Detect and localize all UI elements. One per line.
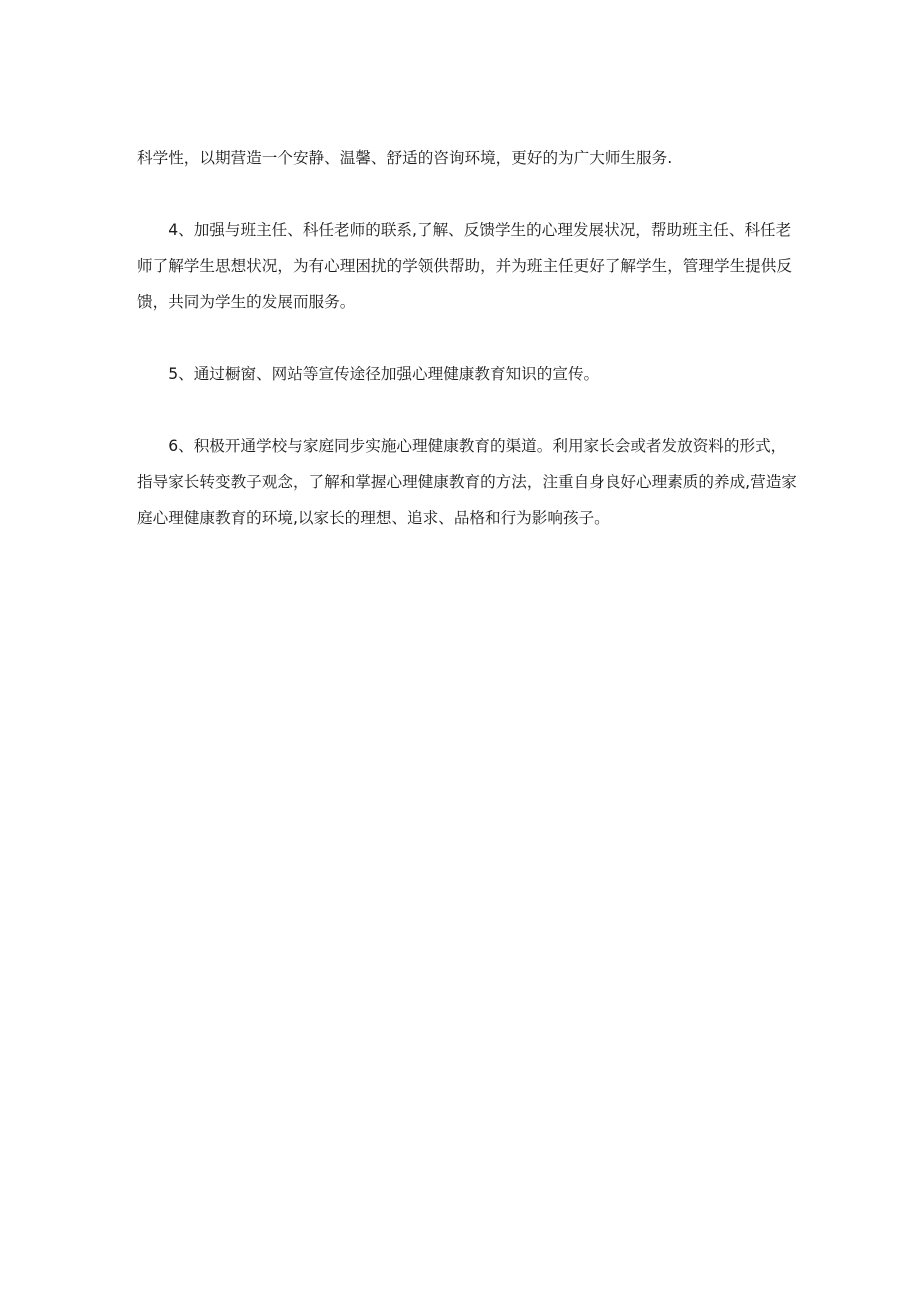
- document-body: [137, 140, 797, 536]
- paragraph-item-6: 6、积极开通学校与家庭同步实施心理健康教育的渠道。利用家长会或者发放资料的形式，指导家长转变教子观念，了解和掌握心理健康教育的方法，注重自身良好心理素质的养成,营造家庭心理健康教育的环境,以家长的理想、追求、品格和行为影响孩子。: [137, 437, 797, 527]
- paragraph-spacer: [137, 176, 797, 212]
- paragraph-spacer: [137, 392, 797, 428]
- paragraph-continuation: 科学性，以期营造一个安静、温馨、舒适的咨询环境，更好的为广大师生服务.: [137, 149, 673, 167]
- paragraph-spacer: [137, 320, 797, 356]
- paragraph-item-4: 4、加强与班主任、科任老师的联系,了解、反馈学生的心理发展状况，帮助班主任、科任老师了解学生思想状况，为有心理困扰的学领供帮助，并为班主任更好了解学生，管理学生提供反馈，共同为学生的发展而服务。: [137, 221, 792, 311]
- paragraph-item-5: 5、通过橱窗、网站等宣传途径加强心理健康教育知识的宣传。: [168, 365, 600, 383]
